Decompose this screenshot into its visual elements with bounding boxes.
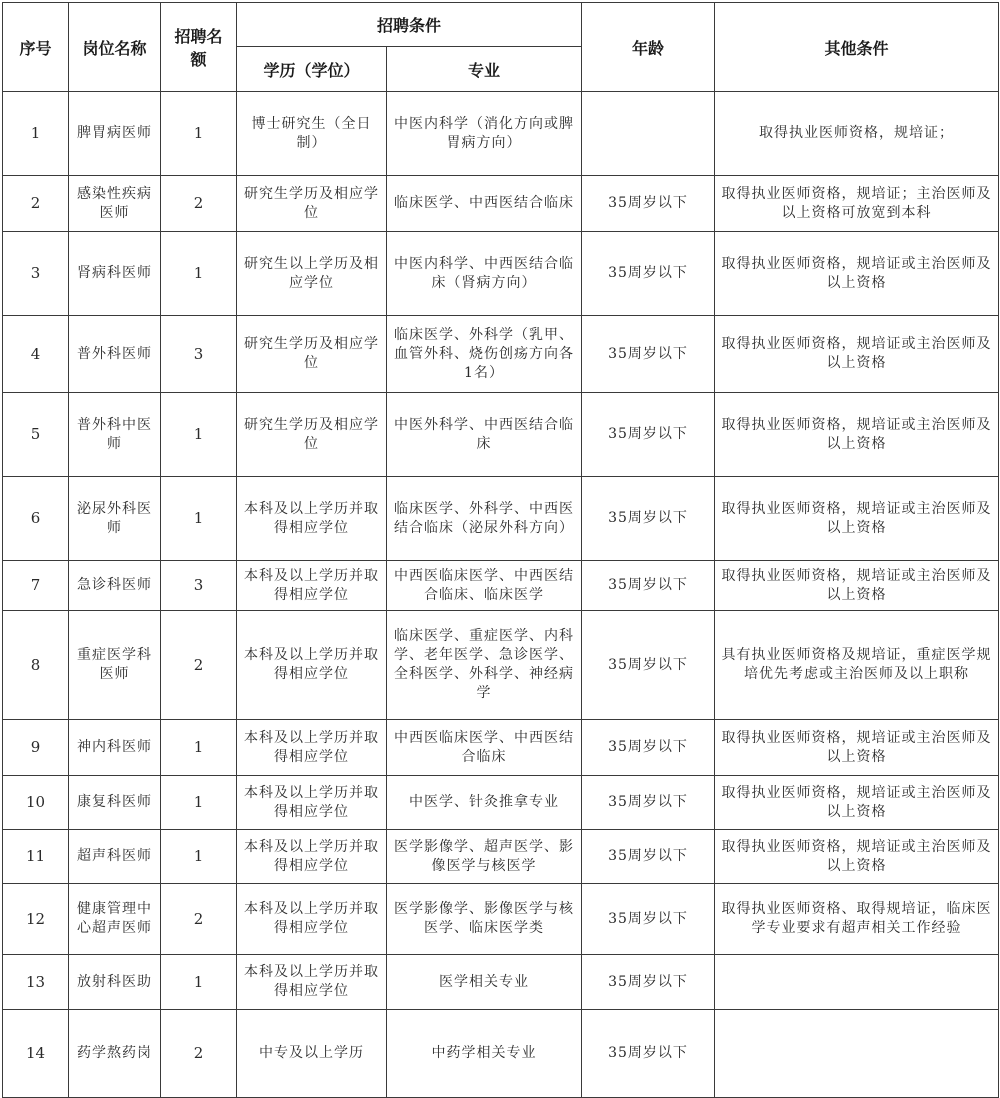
cell-quota: 2: [161, 884, 237, 955]
cell-quota: 2: [161, 611, 237, 720]
header-conditions: 招聘条件: [237, 3, 582, 47]
cell-education: 中专及以上学历: [237, 1010, 387, 1098]
header-post: 岗位名称: [69, 3, 161, 92]
cell-post: 普外科中医师: [69, 393, 161, 477]
cell-age: 35周岁以下: [582, 176, 715, 232]
cell-education: 本科及以上学历并取得相应学位: [237, 477, 387, 561]
cell-seq: 14: [3, 1010, 69, 1098]
cell-major: 医学影像学、超声医学、影像医学与核医学: [387, 830, 582, 884]
cell-age: 35周岁以下: [582, 955, 715, 1010]
table-row: [3, 316, 999, 393]
cell-major: 医学影像学、影像医学与核医学、临床医学类: [387, 884, 582, 955]
cell-age: 35周岁以下: [582, 1010, 715, 1098]
cell-seq: 9: [3, 720, 69, 776]
cell-post: 泌尿外科医师: [69, 477, 161, 561]
cell-age: 35周岁以下: [582, 611, 715, 720]
recruitment-table: [2, 2, 999, 1098]
table-row: [3, 561, 999, 611]
cell-major: 中医学、针灸推拿专业: [387, 776, 582, 830]
cell-major: 中医内科学（消化方向或脾胃病方向）: [387, 92, 582, 176]
cell-other: 取得执业医师资格，规培证或主治医师及以上资格: [715, 561, 999, 611]
cell-other: 取得执业医师资格，规培证或主治医师及以上资格: [715, 316, 999, 393]
table-row: [3, 830, 999, 884]
cell-education: 博士研究生（全日制）: [237, 92, 387, 176]
table-row: [3, 720, 999, 776]
cell-age: 35周岁以下: [582, 830, 715, 884]
cell-seq: 6: [3, 477, 69, 561]
cell-other: 取得执业医师资格，规培证或主治医师及以上资格: [715, 393, 999, 477]
header-major: 专业: [387, 47, 582, 92]
cell-education: 本科及以上学历并取得相应学位: [237, 884, 387, 955]
cell-post: 超声科医师: [69, 830, 161, 884]
table-row: [3, 92, 999, 176]
table-row: [3, 955, 999, 1010]
cell-other: 具有执业医师资格及规培证，重症医学规培优先考虑或主治医师及以上职称: [715, 611, 999, 720]
cell-seq: 7: [3, 561, 69, 611]
cell-major: 临床医学、重症医学、内科学、老年医学、急诊医学、全科医学、外科学、神经病学: [387, 611, 582, 720]
cell-age: 35周岁以下: [582, 477, 715, 561]
cell-post: 神内科医师: [69, 720, 161, 776]
cell-major: 中药学相关专业: [387, 1010, 582, 1098]
cell-age: 35周岁以下: [582, 232, 715, 316]
cell-seq: 2: [3, 176, 69, 232]
cell-other: 取得执业医师资格，规培证或主治医师及以上资格: [715, 720, 999, 776]
cell-post: 康复科医师: [69, 776, 161, 830]
cell-seq: 3: [3, 232, 69, 316]
cell-other: 取得执业医师资格，规培证或主治医师及以上资格: [715, 776, 999, 830]
cell-other: 取得执业医师资格，规培证；: [715, 92, 999, 176]
cell-other: 取得执业医师资格，规培证；主治医师及以上资格可放宽到本科: [715, 176, 999, 232]
cell-other: 取得执业医师资格，规培证或主治医师及以上资格: [715, 830, 999, 884]
header-age: 年龄: [582, 3, 715, 92]
cell-quota: 1: [161, 776, 237, 830]
header-other: 其他条件: [715, 3, 999, 92]
cell-education: 本科及以上学历并取得相应学位: [237, 561, 387, 611]
table-row: [3, 776, 999, 830]
table-row: [3, 884, 999, 955]
cell-age: 35周岁以下: [582, 776, 715, 830]
cell-other: 取得执业医师资格，规培证或主治医师及以上资格: [715, 232, 999, 316]
cell-quota: 1: [161, 232, 237, 316]
cell-education: 本科及以上学历并取得相应学位: [237, 955, 387, 1010]
cell-quota: 3: [161, 316, 237, 393]
cell-seq: 12: [3, 884, 69, 955]
cell-quota: 2: [161, 1010, 237, 1098]
cell-seq: 5: [3, 393, 69, 477]
cell-other: [715, 955, 999, 1010]
cell-post: 急诊科医师: [69, 561, 161, 611]
cell-post: 普外科医师: [69, 316, 161, 393]
cell-quota: 1: [161, 92, 237, 176]
cell-post: 药学熬药岗: [69, 1010, 161, 1098]
header-education: 学历（学位）: [237, 47, 387, 92]
table-row: [3, 393, 999, 477]
cell-other: [715, 1010, 999, 1098]
cell-post: 脾胃病医师: [69, 92, 161, 176]
cell-major: 中西医临床医学、中西医结合临床、临床医学: [387, 561, 582, 611]
table-row: [3, 176, 999, 232]
cell-quota: 1: [161, 830, 237, 884]
cell-major: 中医内科学、中西医结合临床（肾病方向）: [387, 232, 582, 316]
cell-education: 本科及以上学历并取得相应学位: [237, 611, 387, 720]
cell-seq: 10: [3, 776, 69, 830]
cell-education: 本科及以上学历并取得相应学位: [237, 776, 387, 830]
cell-quota: 1: [161, 477, 237, 561]
cell-post: 健康管理中心超声医师: [69, 884, 161, 955]
cell-post: 感染性疾病医师: [69, 176, 161, 232]
cell-age: 35周岁以下: [582, 316, 715, 393]
cell-seq: 1: [3, 92, 69, 176]
cell-quota: 1: [161, 720, 237, 776]
cell-major: 中西医临床医学、中西医结合临床: [387, 720, 582, 776]
cell-education: 本科及以上学历并取得相应学位: [237, 830, 387, 884]
cell-quota: 1: [161, 955, 237, 1010]
cell-major: 医学相关专业: [387, 955, 582, 1010]
cell-seq: 13: [3, 955, 69, 1010]
cell-post: 放射科医助: [69, 955, 161, 1010]
cell-other: 取得执业医师资格、取得规培证，临床医学专业要求有超声相关工作经验: [715, 884, 999, 955]
cell-age: 35周岁以下: [582, 884, 715, 955]
cell-post: 肾病科医师: [69, 232, 161, 316]
header-seq: 序号: [3, 3, 69, 92]
cell-seq: 8: [3, 611, 69, 720]
cell-major: 临床医学、外科学（乳甲、血管外科、烧伤创疡方向各1名）: [387, 316, 582, 393]
cell-post: 重症医学科医师: [69, 611, 161, 720]
table-row: [3, 232, 999, 316]
table-row: [3, 611, 999, 720]
table-row: [3, 477, 999, 561]
cell-major: 临床医学、外科学、中西医结合临床（泌尿外科方向）: [387, 477, 582, 561]
cell-age: [582, 92, 715, 176]
cell-major: 中医外科学、中西医结合临床: [387, 393, 582, 477]
cell-age: 35周岁以下: [582, 720, 715, 776]
cell-quota: 2: [161, 176, 237, 232]
cell-education: 研究生以上学历及相应学位: [237, 232, 387, 316]
cell-major: 临床医学、中西医结合临床: [387, 176, 582, 232]
cell-quota: 3: [161, 561, 237, 611]
table-body: [3, 92, 999, 1098]
cell-education: 研究生学历及相应学位: [237, 316, 387, 393]
header-quota: 招聘名额: [161, 3, 237, 92]
cell-seq: 11: [3, 830, 69, 884]
cell-other: 取得执业医师资格，规培证或主治医师及以上资格: [715, 477, 999, 561]
cell-education: 本科及以上学历并取得相应学位: [237, 720, 387, 776]
cell-quota: 1: [161, 393, 237, 477]
cell-age: 35周岁以下: [582, 561, 715, 611]
cell-education: 研究生学历及相应学位: [237, 393, 387, 477]
cell-seq: 4: [3, 316, 69, 393]
cell-age: 35周岁以下: [582, 393, 715, 477]
table-row: [3, 1010, 999, 1098]
cell-education: 研究生学历及相应学位: [237, 176, 387, 232]
